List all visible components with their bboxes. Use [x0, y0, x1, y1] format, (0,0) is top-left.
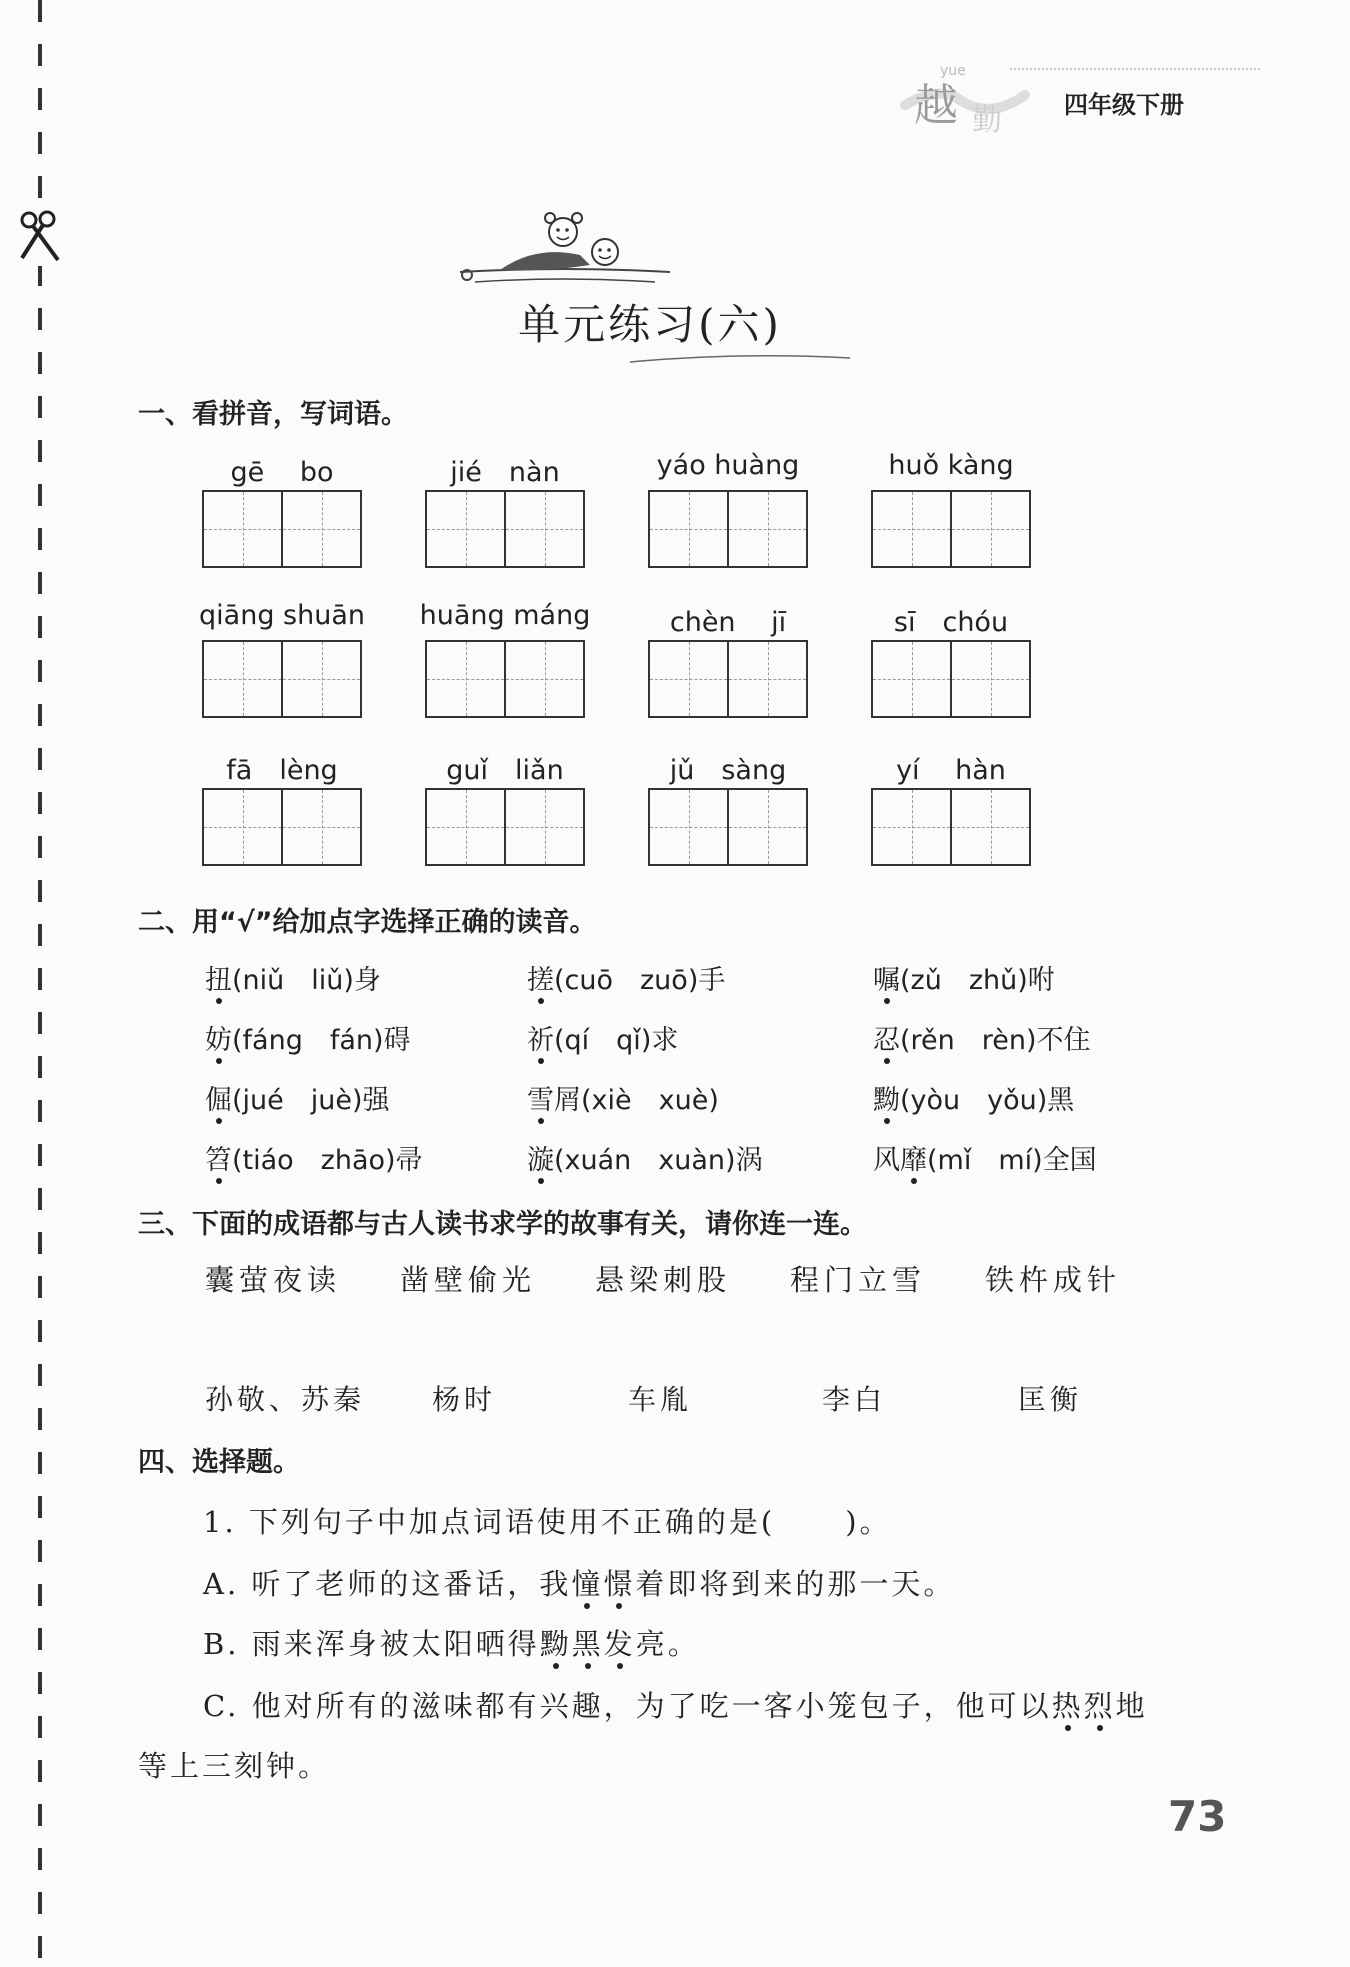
writing-box[interactable] — [648, 490, 808, 568]
option-b-pre: B. 雨来浑身被太阳晒得 — [203, 1627, 540, 1661]
kids-illustration-icon — [455, 200, 675, 300]
pronunciation-py: (niǔ liǔ) — [232, 965, 354, 996]
pronunciation-dot: 笤 — [205, 1145, 232, 1176]
pronunciation-item[interactable] — [873, 1078, 1074, 1117]
writing-cell[interactable] — [281, 790, 360, 864]
writing-box[interactable] — [425, 490, 585, 568]
question-1-stem-b: )。 — [845, 1505, 892, 1539]
writing-cell[interactable] — [504, 642, 583, 716]
writing-box[interactable] — [202, 788, 362, 866]
pronunciation-dot: 靡 — [900, 1145, 927, 1176]
option-b-post: 亮。 — [635, 1627, 700, 1661]
pronunciation-post: 强 — [362, 1085, 390, 1116]
writing-box[interactable] — [871, 640, 1031, 718]
writing-cell[interactable] — [950, 790, 1029, 864]
option-b-dotted: 黝黑发 — [539, 1627, 636, 1661]
pronunciation-mid: 屑 — [554, 1085, 581, 1116]
writing-cell[interactable] — [281, 642, 360, 716]
pronunciation-dot: 倔 — [205, 1085, 232, 1116]
pinyin-label: yáo huàng — [656, 450, 800, 481]
pronunciation-py: (rěn rèn) — [900, 1025, 1037, 1056]
section2-heading: 二、用“√”给加点字选择正确的读音。 — [138, 907, 597, 938]
writing-cell[interactable] — [427, 790, 504, 864]
pronunciation-dot: 嘱 — [873, 965, 900, 996]
title-underline — [630, 350, 850, 370]
idiom-3[interactable]: 悬梁刺股 — [595, 1263, 732, 1297]
pronunciation-post: 不住 — [1036, 1025, 1091, 1056]
pronunciation-py: (mǐ mí) — [927, 1145, 1043, 1176]
idiom-5[interactable]: 铁杵成针 — [985, 1263, 1122, 1297]
option-c-pre: C. 他对所有的滋味都有兴趣，为了吃一客小笼包子，他可以 — [203, 1689, 1052, 1723]
pronunciation-py: (fáng fán) — [232, 1025, 384, 1056]
pronunciation-post: 帚 — [395, 1145, 423, 1176]
person-2[interactable]: 杨时 — [432, 1383, 497, 1416]
pronunciation-py: (jué juè) — [232, 1085, 363, 1116]
header-logo-icon — [900, 50, 1030, 140]
pronunciation-item[interactable] — [873, 958, 1055, 997]
pronunciation-dot: 搓 — [527, 965, 554, 996]
person-4[interactable]: 李白 — [822, 1383, 887, 1416]
grade-label: 四年级下册 — [1064, 91, 1184, 119]
page-title: 单元练习(六) — [518, 300, 782, 349]
pinyin-label: yí hàn — [896, 755, 1006, 786]
person-5[interactable]: 匡衡 — [1018, 1383, 1083, 1416]
pronunciation-post: 咐 — [1027, 965, 1055, 996]
writing-cell[interactable] — [727, 642, 806, 716]
writing-cell[interactable] — [427, 492, 504, 566]
pronunciation-post: 涡 — [735, 1145, 763, 1176]
section1-heading: 一、看拼音，写词语。 — [138, 399, 408, 430]
person-1[interactable]: 孙敬、苏秦 — [205, 1383, 366, 1416]
pronunciation-item[interactable] — [527, 958, 725, 997]
pronunciation-pre: 风 — [873, 1145, 900, 1176]
pronunciation-post: 碍 — [383, 1025, 411, 1056]
writing-cell[interactable] — [504, 492, 583, 566]
pronunciation-py: (tiáo zhāo) — [232, 1145, 396, 1176]
logo-pinyin: yue — [940, 63, 966, 79]
writing-cell[interactable] — [727, 790, 806, 864]
pronunciation-py: (cuō zuō) — [554, 965, 699, 996]
writing-cell[interactable] — [950, 492, 1029, 566]
option-b[interactable] — [203, 1622, 700, 1663]
pronunciation-item[interactable] — [205, 1138, 423, 1177]
writing-cell[interactable] — [950, 642, 1029, 716]
pronunciation-item[interactable] — [873, 1018, 1091, 1057]
pronunciation-dot: 妨 — [205, 1025, 232, 1056]
option-c-continued: 等上三刻钟。 — [138, 1749, 331, 1783]
header-rule — [1010, 68, 1260, 70]
idiom-1[interactable]: 囊萤夜读 — [205, 1263, 342, 1297]
writing-box[interactable] — [425, 788, 585, 866]
option-a-pre: A. 听了老师的这番话，我 — [203, 1567, 572, 1601]
pronunciation-item[interactable] — [873, 1138, 1097, 1177]
writing-box[interactable] — [202, 640, 362, 718]
pronunciation-dot: 漩 — [527, 1145, 554, 1176]
pinyin-label: jǔ sàng — [669, 755, 787, 786]
pronunciation-dot: 祈 — [527, 1025, 554, 1056]
idiom-4[interactable]: 程门立雪 — [790, 1263, 927, 1297]
pronunciation-dot: 扭 — [205, 965, 232, 996]
page-number: 73 — [1168, 1792, 1227, 1841]
writing-cell[interactable] — [650, 642, 727, 716]
pinyin-label: fā lèng — [226, 755, 338, 786]
question-1-stem-a: 1. 下列句子中加点词语使用不正确的是( — [203, 1505, 776, 1539]
pronunciation-post: 全国 — [1042, 1145, 1097, 1176]
writing-box[interactable] — [202, 490, 362, 568]
writing-box[interactable] — [425, 640, 585, 718]
pinyin-label: huǒ kàng — [888, 450, 1014, 481]
writing-box[interactable] — [648, 788, 808, 866]
writing-cell[interactable] — [204, 642, 281, 716]
writing-box[interactable] — [871, 788, 1031, 866]
writing-cell[interactable] — [650, 790, 727, 864]
pinyin-label: jié nàn — [450, 457, 560, 488]
option-a-dotted: 憧憬 — [571, 1567, 636, 1601]
section3-heading: 三、下面的成语都与古人读书求学的故事有关，请你连一连。 — [138, 1209, 867, 1240]
logo-character-2: 勤 — [972, 103, 1002, 138]
pronunciation-py: (zǔ zhǔ) — [900, 965, 1028, 996]
option-c-dotted: 热烈 — [1051, 1689, 1116, 1723]
person-3[interactable]: 车胤 — [628, 1383, 693, 1416]
writing-cell[interactable] — [650, 492, 727, 566]
writing-cell[interactable] — [281, 492, 360, 566]
option-a-post: 着即将到来的那一天。 — [635, 1567, 956, 1601]
logo-character: 越 — [914, 80, 958, 131]
pronunciation-py: (yòu yǒu) — [900, 1085, 1048, 1116]
writing-cell[interactable] — [727, 492, 806, 566]
pronunciation-py: (qí qǐ) — [554, 1025, 652, 1056]
writing-cell[interactable] — [873, 790, 950, 864]
pronunciation-post: 手 — [698, 965, 726, 996]
writing-box[interactable] — [648, 640, 808, 718]
pronunciation-py: (xuán xuàn) — [554, 1145, 736, 1176]
writing-cell[interactable] — [504, 790, 583, 864]
option-a[interactable] — [203, 1562, 955, 1603]
pinyin-label: sī chóu — [893, 607, 1009, 638]
pronunciation-item[interactable] — [527, 1018, 678, 1057]
pinyin-label: qiāng shuān — [199, 600, 365, 631]
writing-cell[interactable] — [873, 642, 950, 716]
writing-cell[interactable] — [204, 790, 281, 864]
pinyin-label: guǐ liǎn — [446, 755, 564, 786]
option-c[interactable] — [203, 1684, 1148, 1725]
pronunciation-post: 身 — [353, 965, 381, 996]
pronunciation-item[interactable] — [527, 1078, 719, 1117]
option-c-post: 地 — [1115, 1689, 1148, 1723]
pronunciation-item[interactable] — [205, 1078, 390, 1117]
pronunciation-post: 黑 — [1047, 1085, 1075, 1116]
pronunciation-item[interactable] — [205, 958, 381, 997]
pronunciation-dot: 忍 — [873, 1025, 900, 1056]
writing-box[interactable] — [871, 490, 1031, 568]
pinyin-label: huāng máng — [419, 600, 591, 631]
pronunciation-item[interactable] — [527, 1138, 763, 1177]
idiom-2[interactable]: 凿壁偷光 — [400, 1263, 537, 1297]
section4-heading: 四、选择题。 — [138, 1447, 300, 1478]
pronunciation-dot: 黝 — [873, 1085, 900, 1116]
pronunciation-post: 求 — [651, 1025, 679, 1056]
writing-cell[interactable] — [873, 492, 950, 566]
pronunciation-py: (xiè xuè) — [581, 1085, 719, 1116]
pinyin-label: gē bo — [230, 457, 334, 488]
writing-cell[interactable] — [427, 642, 504, 716]
pronunciation-dot: 雪 — [527, 1085, 554, 1116]
question-1-stem — [203, 1500, 892, 1541]
pinyin-label: chèn jī — [669, 607, 787, 638]
writing-cell[interactable] — [204, 492, 281, 566]
scissors-icon — [16, 210, 66, 266]
pronunciation-item[interactable] — [205, 1018, 411, 1057]
